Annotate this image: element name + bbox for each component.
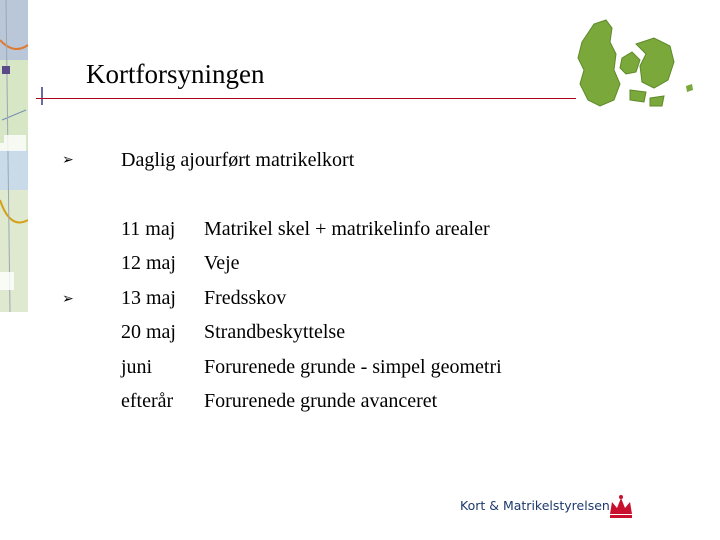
schedule-item: Veje [204, 252, 240, 275]
schedule-item: Forurenede grunde - simpel geometri [204, 355, 502, 378]
schedule-date: efterår [121, 390, 174, 413]
schedule-item: Matrikel skel + matrikelinfo arealer [204, 217, 490, 240]
schedule-date: 12 maj [121, 252, 176, 275]
schedule-item: Strandbeskyttelse [204, 321, 346, 344]
title-underline [36, 98, 576, 99]
crown-logo-icon [606, 492, 636, 522]
schedule-item: Fredsskov [204, 286, 287, 309]
map-strip-image [0, 0, 28, 312]
schedule-row [121, 385, 502, 420]
schedule-date: juni [121, 355, 153, 378]
schedule-date: 20 maj [121, 321, 176, 344]
agency-logo-text: Kort & Matrikelstyrelsen [460, 498, 610, 513]
schedule-date: 13 maj [121, 286, 176, 309]
schedule-row [121, 212, 502, 247]
arrow-bullet-icon: ➢ [62, 152, 74, 168]
schedule-list [121, 212, 502, 419]
bullet-text: Daglig ajourført matrikelkort [121, 149, 355, 171]
title-accent-line [41, 87, 43, 105]
denmark-map-image [570, 14, 696, 114]
arrow-bullet-icon: ➢ [62, 291, 74, 307]
schedule-row [121, 316, 502, 351]
schedule-row [121, 350, 502, 385]
slide-title: Kortforsyningen [86, 59, 265, 89]
schedule-row [121, 281, 502, 316]
schedule-item: Forurenede grunde avanceret [204, 390, 438, 413]
schedule-row [121, 247, 502, 282]
schedule-date: 11 maj [121, 217, 176, 240]
